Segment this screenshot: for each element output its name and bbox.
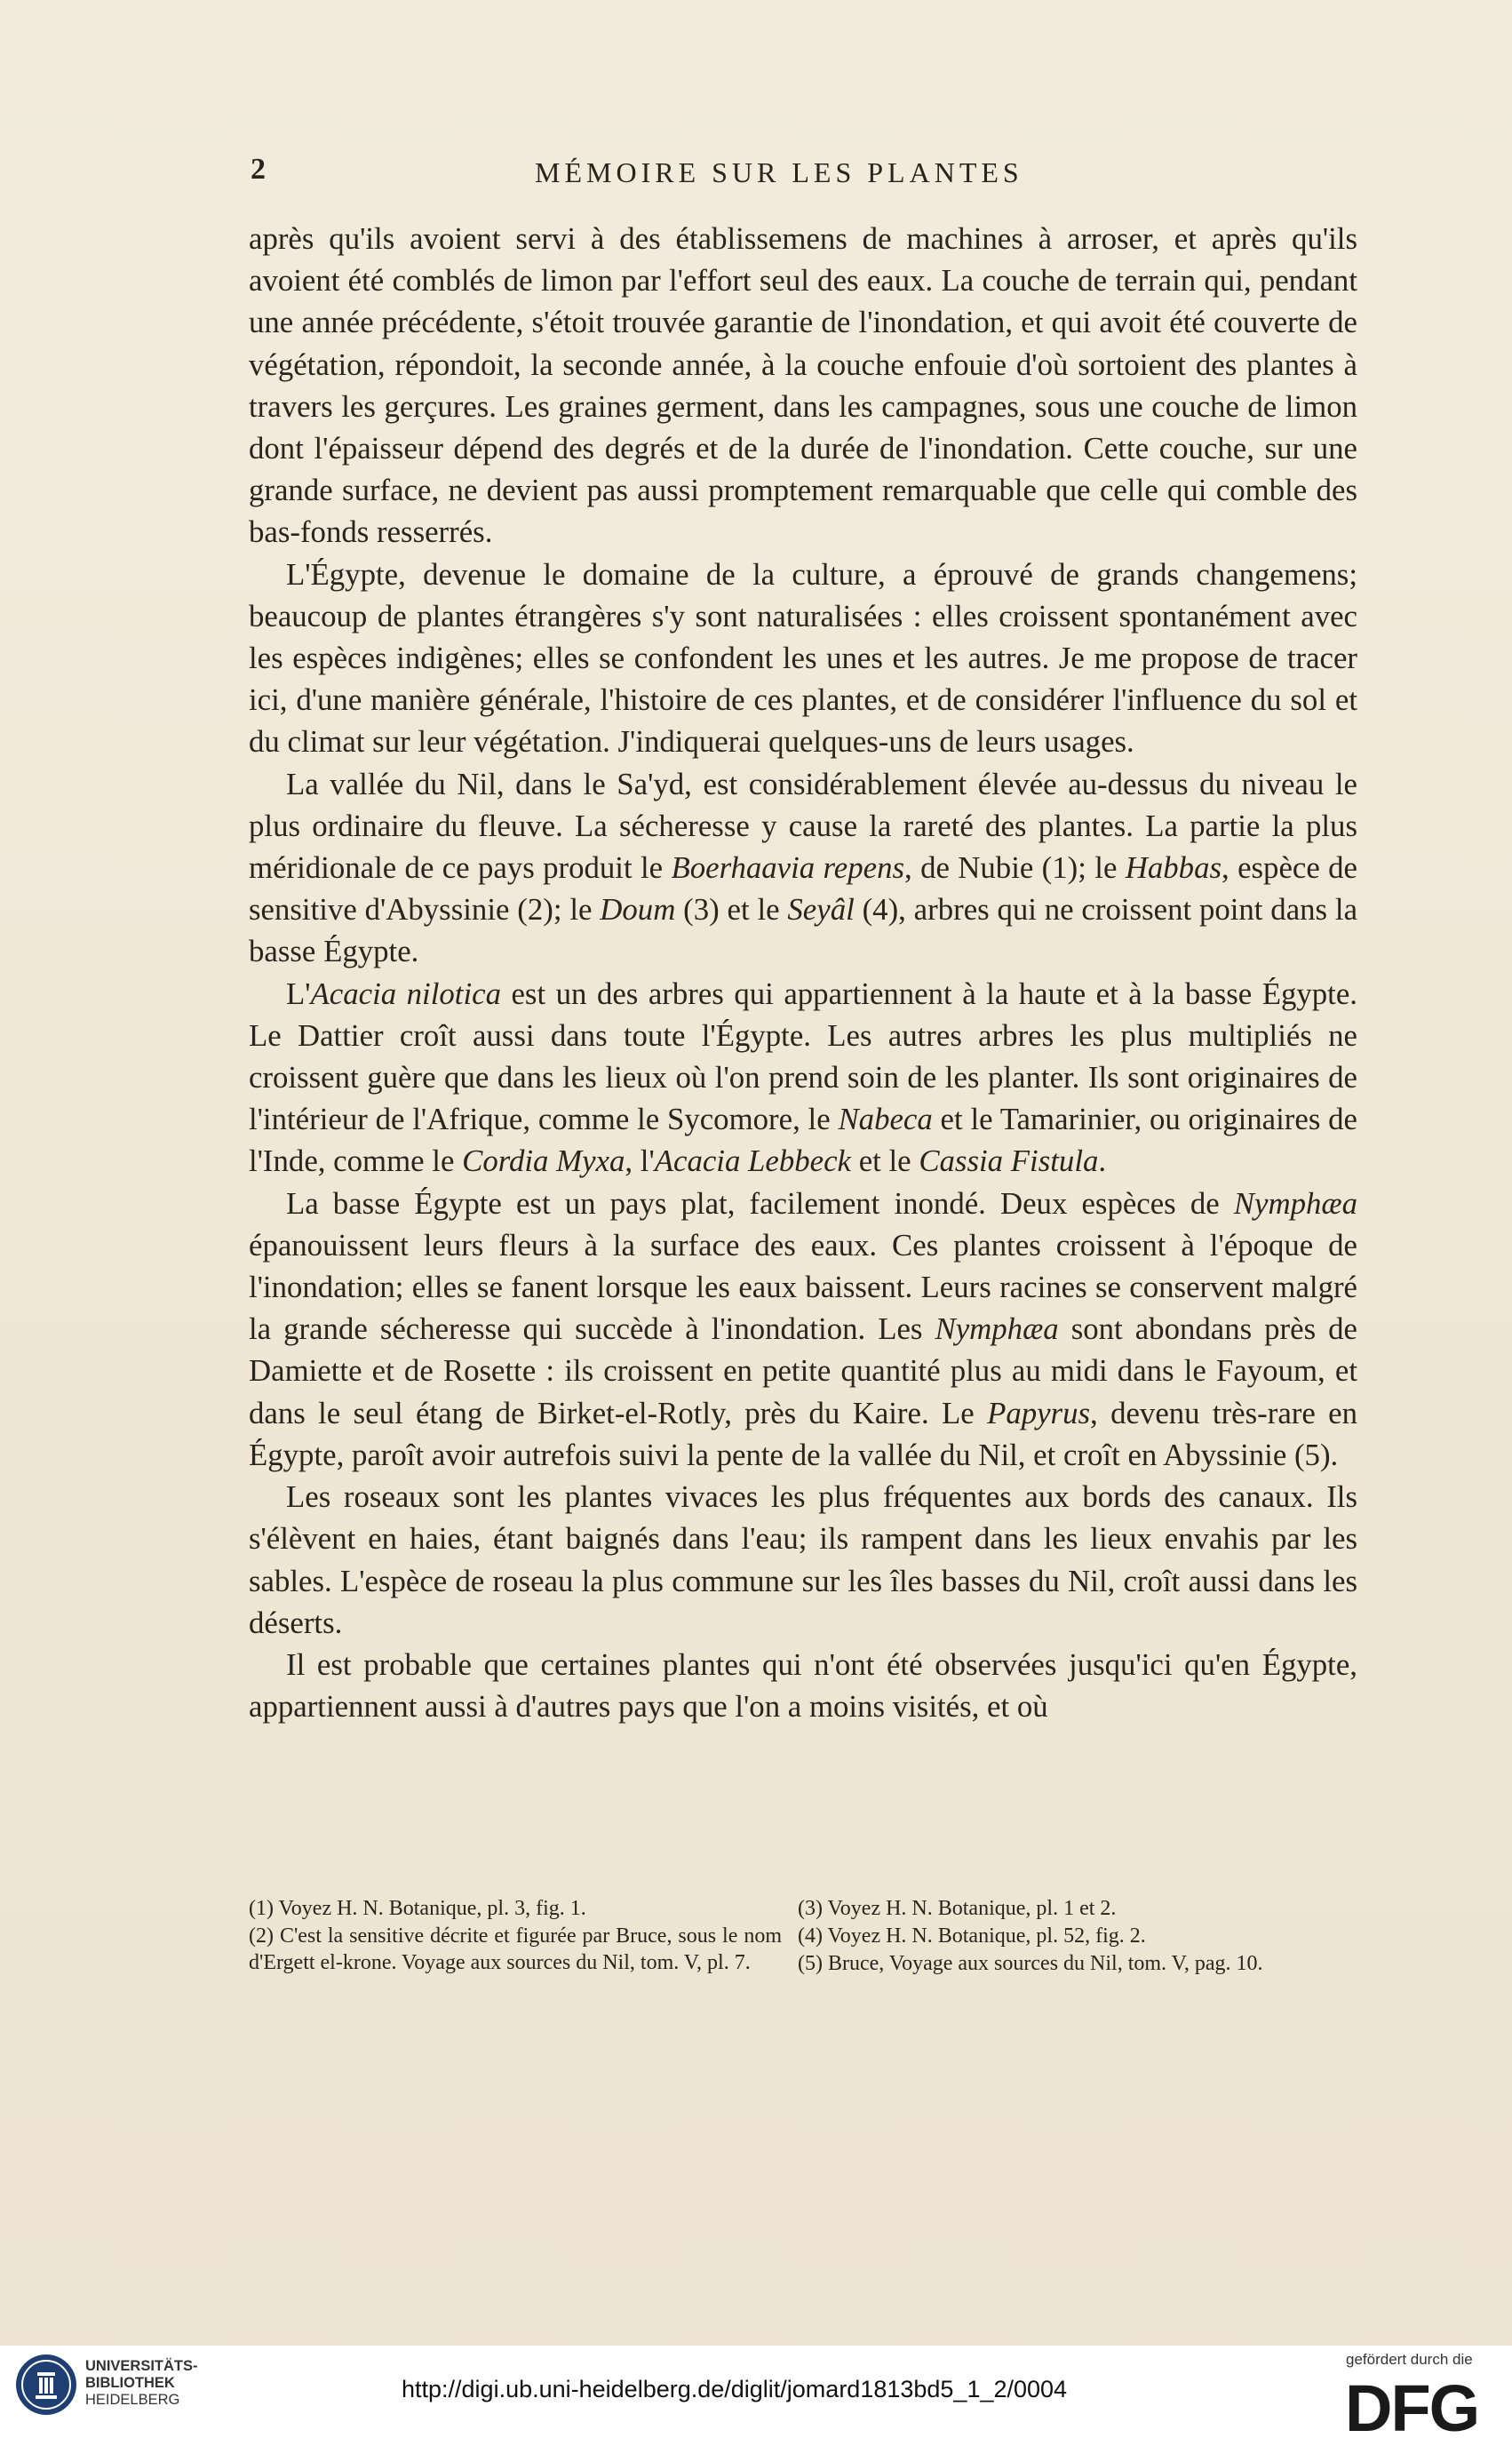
paragraph: L'Égypte, devenue le domaine de la culture, a éprouvé de grands changemens; beaucoup de plantes étrangères s'y sont naturalisées : elles croissent spontanément avec les espèces indigènes; elles se confondent les unes et les autres. Je me propose de tracer ici, d'une manière générale, l'histoire de ces plantes, et de considérer l'influence du sol et du climat sur leur végétation. J'indiquerai quelques-uns de leurs usages. [249,556,1357,760]
university-seal-icon [14,2353,78,2417]
footnote: (3) Voyez H. N. Botanique, pl. 1 et 2. [798,1897,1117,1920]
footnotes-right-column [798,1895,1331,1978]
footnote: (5) Bruce, Voyage aux sources du Nil, tom. V, pag. 10. [798,1952,1263,1975]
paragraph: Les roseaux sont les plantes vivaces les plus fréquentes aux bords des canaux. Ils s'élèvent en haies, étant baignés dans l'eau; ils rampent dans les lieux envahis par les sables. L'espèce de roseau la plus commune sur les îles basses du Nil, croît aussi dans les déserts. [249,1479,1357,1640]
footnote: (2) C'est la sensitive décrite et figurée par Bruce, sous le nom d'Ergett el-krone. Voyage aux sources du Nil, tom. V, pl. 7. [249,1924,782,1974]
paragraph: Il est probable que certaines plantes qui n'ont été observées jusqu'ici qu'en Égypte, appartiennent aussi à d'autres pays que l'on a moins visités, et où [249,1646,1357,1725]
paragraph: La vallée du Nil, dans le Sa'yd, est considérablement élevée au-dessus du niveau le plus ordinaire du fleuve. La sécheresse y cause la rareté des plantes. La partie la plus méridionale de ce pays produit le Boerhaavia repens, de Nubie (1); le Habbas, espèce de sensitive d'Abyssinie (2); le Doum (3) et le Seyâl (4), arbres qui ne croissent point dans la basse Égypte. [249,766,1358,969]
page-number: 2 [251,153,266,186]
footnote: (1) Voyez H. N. Botanique, pl. 3, fig. 1. [249,1897,586,1920]
footnote: (4) Voyez H. N. Botanique, pl. 52, fig. 2. [798,1924,1146,1948]
dfg-logo-icon [1343,2372,1494,2442]
paragraph: après qu'ils avoient servi à des établissemens de machines à arroser, et après qu'ils avoient été comblés de limon par l'effort seul des eaux. La couche de terrain qui, pendant une année précédente, s'étoit trouvée garantie de l'inondation, et qui avoit été couverte de végétation, répondoit, la seconde année, à la couche enfouie d'où sortoient des plantes à travers les gerçures. Les graines germent, dans les campagnes, sous une couche de limon dont l'épaisseur dépend des degrés et de la durée de l'inondation. Cette couche, sur une grande surface, ne devient pas aussi promptement remarquable que celle qui comble des bas-fonds resserrés. [249,221,1357,550]
svg-text:DFG: DFG [1345,2372,1479,2442]
viewer-footer [0,2346,1512,2454]
permalink-url[interactable]: http://digi.ub.uni-heidelberg.de/diglit/jomard1813bd5_1_2/0004 [402,2376,1068,2402]
running-header [251,153,1361,197]
institution-name: UNIVERSITÄTS- BIBLIOTHEK HEIDELBERG [85,2358,198,2408]
running-title: MÉMOIRE SUR LES PLANTES [535,156,1023,188]
paragraph: La basse Égypte est un pays plat, facilement inondé. Deux espèces de Nymphæa épanouissent leurs fleurs à la surface des eaux. Ces plantes croissent à l'époque de l'inondation; elles se fanent lorsque les eaux baissent. Leurs racines se conservent malgré la grande sécheresse qui succède à l'inondation. Les Nymphæa sont abondans près de Damiette et de Rosette : ils croissent en petite quantité plus au midi dans le Fayoum, et dans le seul étang de Birket-el-Rotly, près du Kaire. Le Papyrus, devenu très-rare en Égypte, paroît avoir autrefois suivi la pente de la vallée du Nil, et croît en Abyssinie (5). [249,1185,1357,1472]
funding-label: gefördert durch die [1346,2351,1473,2368]
footnotes-left-column [249,1895,782,1977]
main-text [249,218,1357,1727]
paragraph: L'Acacia nilotica est un des arbres qui appartiennent à la haute et à la basse Égypte. Le Dattier croît aussi dans toute l'Égypte. Les autres arbres les plus multipliés ne croissent guère que dans les lieux où l'on prend soin de les planter. Ils sont originaires de l'intérieur de l'Afrique, comme le Sycomore, le Nabeca et le Tamarinier, ou originaires de l'Inde, comme le Cordia Myxa, l'Acacia Lebbeck et le Cassia Fistula. [249,976,1357,1179]
